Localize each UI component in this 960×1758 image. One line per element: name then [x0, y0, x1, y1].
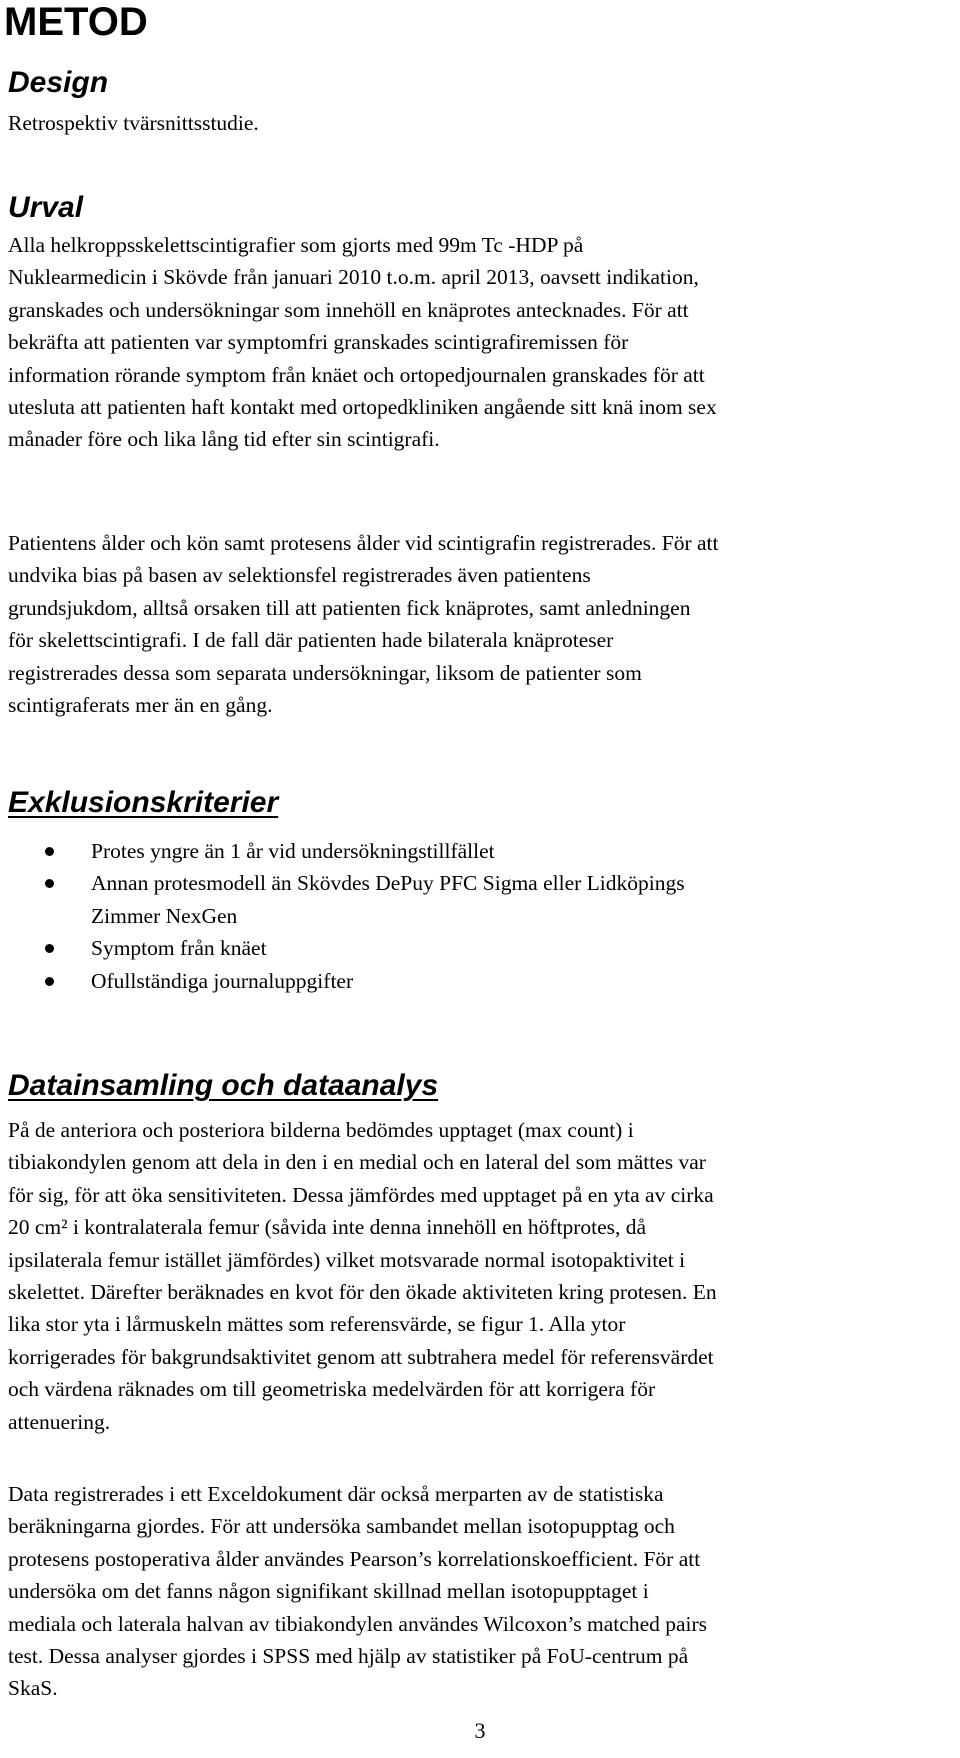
- text-line: tibiakondylen genom att dela in den i en medial och en lateral del som mättes var: [8, 1150, 706, 1175]
- text-line: 20 cm² i kontralaterala femur (såvida inte denna innehöll en höftprotes, då: [8, 1215, 647, 1240]
- bullet-icon: [45, 977, 54, 986]
- text-line: Patientens ålder och kön samt protesens ålder vid scintigrafin registrerades. För att: [8, 531, 719, 555]
- text-line: beräkningarna gjordes. För att undersöka sambandet mellan isotopupptag och: [8, 1514, 675, 1539]
- text-line: utesluta att patienten haft kontakt med ortopedkliniken angående sitt knä inom sex: [8, 394, 717, 419]
- text-line: mediala och laterala halvan av tibiakondylen användes Wilcoxon’s matched pairs: [8, 1611, 708, 1636]
- text-line: undersöka om det fanns någon signifikant skillnad mellan isotopupptaget i: [8, 1579, 649, 1604]
- list-item: [0, 835, 960, 867]
- text-line: Retrospektiv tvärsnittsstudie.: [8, 111, 259, 135]
- design-text: [8, 107, 958, 139]
- page-title: METOD: [4, 0, 148, 44]
- list-item: [0, 965, 960, 997]
- datainsamling-heading: Datainsamling och dataanalys: [8, 1069, 439, 1102]
- bullet-icon: [45, 847, 54, 856]
- urval-paragraph-2: [8, 527, 958, 721]
- text-line: granskades och undersökningar som innehöll en knäprotes antecknades. För att: [8, 297, 689, 322]
- text-line: Alla helkroppsskelettscintigrafier som gjorts med 99m Tc -HDP på: [8, 233, 584, 257]
- text-line: På de anteriora och posteriora bilderna bedömdes upptaget (max count) i: [8, 1118, 634, 1142]
- text-line: lika stor yta i lårmuskeln mättes som referensvärde, se figur 1. Alla ytor: [8, 1312, 626, 1337]
- text-line: Zimmer NexGen: [91, 903, 238, 928]
- text-line: Nuklearmedicin i Skövde från januari 2010 t.o.m. april 2013, oavsett indikation,: [8, 265, 699, 290]
- text-line: Data registrerades i ett Exceldokument där också merparten av de statistiska: [8, 1482, 664, 1506]
- datainsamling-paragraph-1: [8, 1114, 958, 1438]
- design-heading: Design: [8, 66, 109, 99]
- list-item: [0, 932, 960, 964]
- datainsamling-paragraph-2: [8, 1478, 958, 1705]
- text-line: scintigraferats mer än en gång.: [8, 692, 273, 717]
- text-line: Protes yngre än 1 år vid undersökningstillfället: [91, 839, 495, 863]
- text-line: test. Dessa analyser gjordes i SPSS med hjälp av statistiker på FoU-centrum på: [8, 1643, 689, 1668]
- text-line: SkaS.: [8, 1676, 58, 1701]
- text-line: månader före och lika lång tid efter sin scintigrafi.: [8, 427, 440, 452]
- text-line: Annan protesmodell än Skövdes DePuy PFC Sigma eller Lidköpings: [91, 871, 685, 896]
- text-line: för sig, för att öka sensitiviteten. Dessa jämfördes med upptaget på en yta av cirka: [8, 1182, 714, 1207]
- text-line: skelettet. Därefter beräknades en kvot för den ökade aktiviteten kring protesen. En: [8, 1279, 717, 1304]
- text-line: registrerades dessa som separata undersökningar, liksom de patienter som: [8, 660, 642, 685]
- list-item: [0, 867, 960, 932]
- urval-paragraph-1: [8, 229, 958, 456]
- text-line: Symptom från knäet: [91, 936, 267, 961]
- exklusion-heading: Exklusionskriterier: [8, 786, 279, 819]
- text-line: och värdena räknades om till geometriska medelvärden för att korrigera för: [8, 1377, 656, 1402]
- text-line: information rörande symptom från knäet och ortopedjournalen granskades för att: [8, 362, 705, 387]
- bullet-icon: [45, 879, 54, 888]
- text-line: attenuering.: [8, 1409, 111, 1434]
- exklusion-list: [0, 835, 960, 997]
- text-line: korrigerades för bakgrundsaktivitet genom att subtrahera medel för referensvärdet: [8, 1344, 714, 1369]
- text-line: undvika bias på basen av selektionsfel registrerades även patientens: [8, 563, 591, 588]
- text-line: bekräfta att patienten var symptomfri granskades scintigrafiremissen för: [8, 330, 629, 355]
- text-line: protesens postoperativa ålder användes Pearson’s korrelationskoefficient. För att: [8, 1546, 701, 1571]
- page-number: 3: [474, 1718, 486, 1743]
- text-line: grundsjukdom, alltså orsaken till att patienten fick knäprotes, samt anledningen: [8, 595, 691, 620]
- text-line: för skelettscintigrafi. I de fall där patienten hade bilaterala knäproteser: [8, 628, 614, 653]
- text-line: ipsilaterala femur istället jämfördes) vilket motsvarade normal isotopaktivitet i: [8, 1247, 686, 1272]
- bullet-icon: [45, 944, 54, 953]
- urval-heading: Urval: [8, 191, 84, 224]
- text-line: Ofullständiga journaluppgifter: [91, 968, 354, 993]
